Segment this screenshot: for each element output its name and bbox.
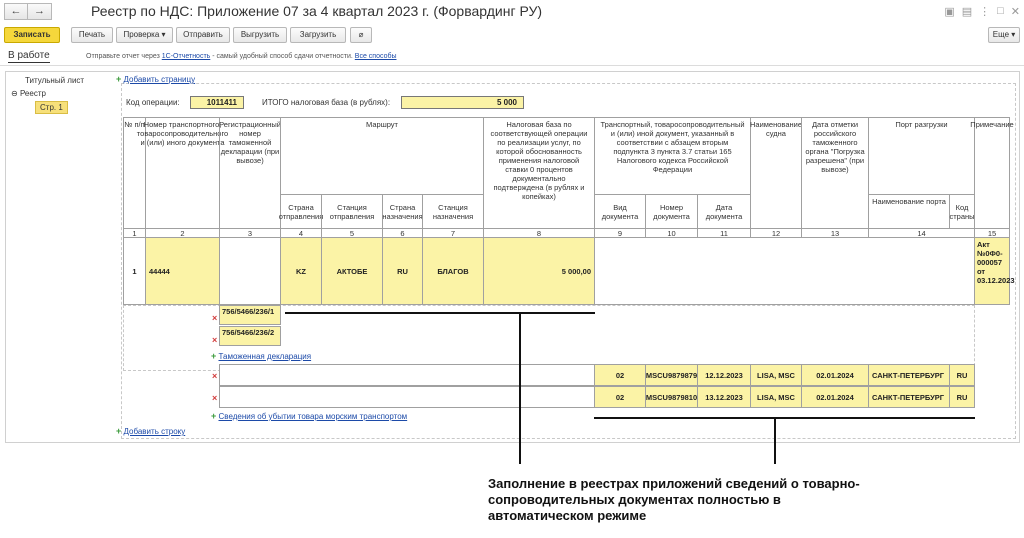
col-number: 7	[422, 228, 484, 238]
add-loss-info[interactable]	[211, 411, 407, 421]
row-num: 1	[123, 237, 146, 305]
header-doc-type: Вид документа	[594, 194, 646, 229]
load-button[interactable]: Загрузить	[290, 27, 346, 43]
annotation-line	[285, 312, 595, 314]
plus-icon: +	[116, 426, 122, 436]
nav-buttons	[4, 3, 52, 20]
plus-icon: +	[211, 411, 217, 421]
delete-icon[interactable]: ×	[212, 313, 218, 323]
doc-1-type[interactable]: 02	[594, 364, 646, 386]
chevron-down-icon: ▾	[1011, 30, 1016, 39]
header-port: Порт разгрузки	[868, 117, 975, 195]
tree-item-registry[interactable]	[11, 89, 46, 98]
header-port-code: Код страны	[949, 194, 975, 229]
doc-2-mark-date[interactable]: 02.01.2024	[801, 386, 869, 408]
tree-item-title-sheet[interactable]: Титульный лист	[25, 76, 85, 85]
header-ship: Наименование судна	[750, 117, 802, 229]
header-tax-base: Налоговая база по соответствующей операции по реализации услуг, по которой обоснованность применения налоговой ставки 0 процентов документально подтверждена (в рублях и копейках)	[483, 117, 595, 229]
tree-item-page-1[interactable]: Стр. 1	[35, 101, 68, 114]
doc-2-ship[interactable]: LISA, MSC	[750, 386, 802, 408]
print-button[interactable]: Печать	[71, 27, 113, 43]
col-number: 14	[868, 228, 975, 238]
doc-2-date[interactable]: 13.12.2023	[697, 386, 751, 408]
row-dest-country[interactable]: RU	[382, 237, 423, 305]
col-number: 2	[145, 228, 220, 238]
col-number: 1	[123, 228, 146, 238]
check-label: Проверка	[123, 30, 160, 39]
add-customs-decl[interactable]	[211, 351, 311, 361]
col-number: 15	[974, 228, 1010, 238]
row-dep-country[interactable]: KZ	[280, 237, 322, 305]
header-dest-station: Станция назначения	[422, 194, 484, 229]
row-note[interactable]: Акт №0Ф0-000057 от 03.12.2023	[974, 237, 1010, 305]
add-page-action[interactable]	[116, 74, 195, 84]
doc-1-mark-date[interactable]: 02.01.2024	[801, 364, 869, 386]
header-doc-number: Номер документа	[645, 194, 698, 229]
col-number: 4	[280, 228, 322, 238]
col-number: 5	[321, 228, 383, 238]
row-reg-num[interactable]	[219, 237, 281, 305]
doc-row-2-spacer	[219, 386, 595, 408]
doc-1-port[interactable]: САНКТ-ПЕТЕРБУРГ	[868, 364, 950, 386]
op-code-field[interactable]: 1011411	[190, 96, 244, 109]
toolbar	[4, 27, 1020, 44]
total-tax-base-field[interactable]: 5 000	[401, 96, 524, 109]
col-number: 12	[750, 228, 802, 238]
row-doc-num[interactable]: 44444	[145, 237, 220, 305]
row-transport-docs-area	[594, 237, 975, 305]
col-number: 8	[483, 228, 595, 238]
header-doc-num: Номер транспортного, товаросопроводительного и (или) иного документа	[145, 117, 220, 229]
upload-button[interactable]: Выгрузить	[233, 27, 287, 43]
header-port-name: Наименование порта	[868, 194, 950, 229]
window-restore-icon[interactable]: □	[997, 5, 1004, 17]
delete-icon[interactable]: ×	[212, 371, 218, 381]
total-tax-base-label: ИТОГО налоговая база (в рублях):	[262, 98, 391, 107]
header-transport-doc: Транспортный, товаросопроводительный и (или) иной документ, указанный в соответствии с абзацем вторым подпункта 3 пункта 3.7 статьи 165 Налогового кодекса Российской Федерации	[594, 117, 751, 195]
hint-middle: - самый удобный способ сдачи отчетности.	[210, 53, 355, 60]
send-button[interactable]: Отправить	[176, 27, 230, 43]
chevron-down-icon: ▾	[161, 30, 166, 39]
doc-1-ship[interactable]: LISA, MSC	[750, 364, 802, 386]
save-disk-icon[interactable]: ▣	[944, 6, 955, 18]
delete-icon[interactable]: ×	[212, 335, 218, 345]
annotation-line	[519, 312, 521, 464]
doc-2-port[interactable]: САНКТ-ПЕТЕРБУРГ	[868, 386, 950, 408]
status-in-work-link[interactable]: В работе	[8, 50, 50, 61]
col-number: 9	[594, 228, 646, 238]
annotation-line	[594, 417, 975, 419]
title-bar	[0, 0, 1024, 25]
row-dest-station[interactable]: БЛАГОВ	[422, 237, 484, 305]
hint-prefix: Отправьте отчет через	[86, 53, 162, 60]
annotation-line	[774, 417, 776, 464]
doc-2-number[interactable]: MSCU9879810	[645, 386, 698, 408]
back-arrow-icon[interactable]: ←	[4, 3, 28, 20]
doc-2-type[interactable]: 02	[594, 386, 646, 408]
col-number: 6	[382, 228, 423, 238]
collapse-icon[interactable]: ⊖	[11, 89, 18, 98]
add-page-link[interactable]: Добавить страницу	[123, 75, 196, 84]
col-number: 11	[697, 228, 751, 238]
delete-icon[interactable]: ×	[212, 393, 218, 403]
page-title: Реестр по НДС: Приложение 07 за 4 квартал 2023 г. (Форвардинг РУ)	[91, 3, 543, 19]
1c-reporting-link[interactable]: 1С-Отчетность	[161, 53, 211, 60]
tree-item-registry-label: Реестр	[19, 89, 46, 98]
header-num: № п/п	[123, 117, 146, 229]
forward-arrow-icon[interactable]: →	[28, 3, 52, 20]
doc-row-1-spacer	[219, 364, 595, 386]
doc-1-number[interactable]: MSCU9879879	[645, 364, 698, 386]
doc-2-code[interactable]: RU	[949, 386, 975, 408]
customs-decl-2[interactable]: 756/5466/236/2	[219, 326, 281, 346]
print-icon[interactable]: ▤	[961, 6, 973, 18]
all-methods-link[interactable]: Все способы	[354, 53, 397, 60]
row-dep-station[interactable]: АКТОБЕ	[321, 237, 383, 305]
col-number: 13	[801, 228, 869, 238]
loss-info-link[interactable]: Сведения об убытии товара морским транспортом	[218, 412, 408, 421]
more-label: Еще	[992, 30, 1010, 39]
status-bar	[0, 50, 1024, 66]
add-row-link[interactable]: Добавить строку	[123, 427, 186, 436]
report-tree	[5, 71, 117, 443]
col-number: 10	[645, 228, 698, 238]
reporting-hint	[86, 53, 397, 60]
attach-paperclip-icon[interactable]: ⌀	[350, 27, 372, 43]
close-icon[interactable]: ✕	[1010, 6, 1020, 18]
header-reg-num: Регистрационный номер таможенной декларации (при вывозе)	[219, 117, 281, 229]
add-row-action[interactable]	[116, 426, 185, 436]
plus-icon: +	[116, 74, 122, 84]
doc-1-date[interactable]: 12.12.2023	[697, 364, 751, 386]
doc-1-code[interactable]: RU	[949, 364, 975, 386]
annotation-caption: Заполнение в реестрах приложений сведений о товарно-сопроводительных документах полностью в автоматическом режиме	[488, 476, 860, 523]
plus-icon: +	[211, 351, 217, 361]
header-doc-date: Дата документа	[697, 194, 751, 229]
header-route: Маршрут	[280, 117, 484, 195]
header-dep-country: Страна отправления	[280, 194, 322, 229]
header-mark-date: Дата отметки российского таможенного органа "Погрузка разрешена" (при вывозе)	[801, 117, 869, 229]
header-dep-station: Станция отправления	[321, 194, 383, 229]
row-tax-base[interactable]: 5 000,00	[483, 237, 595, 305]
window-tools	[944, 5, 1020, 18]
customs-decl-link[interactable]: Таможенная декларация	[218, 352, 312, 361]
header-note: Примечание	[974, 117, 1010, 229]
op-code-label: Код операции:	[126, 98, 180, 107]
save-button[interactable]: Записать	[4, 27, 60, 43]
col-number: 3	[219, 228, 281, 238]
menu-dots-icon[interactable]: ⋮	[979, 6, 991, 18]
header-dest-country: Страна назначения	[382, 194, 423, 229]
more-button[interactable]	[988, 27, 1020, 43]
check-button[interactable]	[116, 27, 173, 43]
customs-decl-1[interactable]: 756/5466/236/1	[219, 305, 281, 325]
